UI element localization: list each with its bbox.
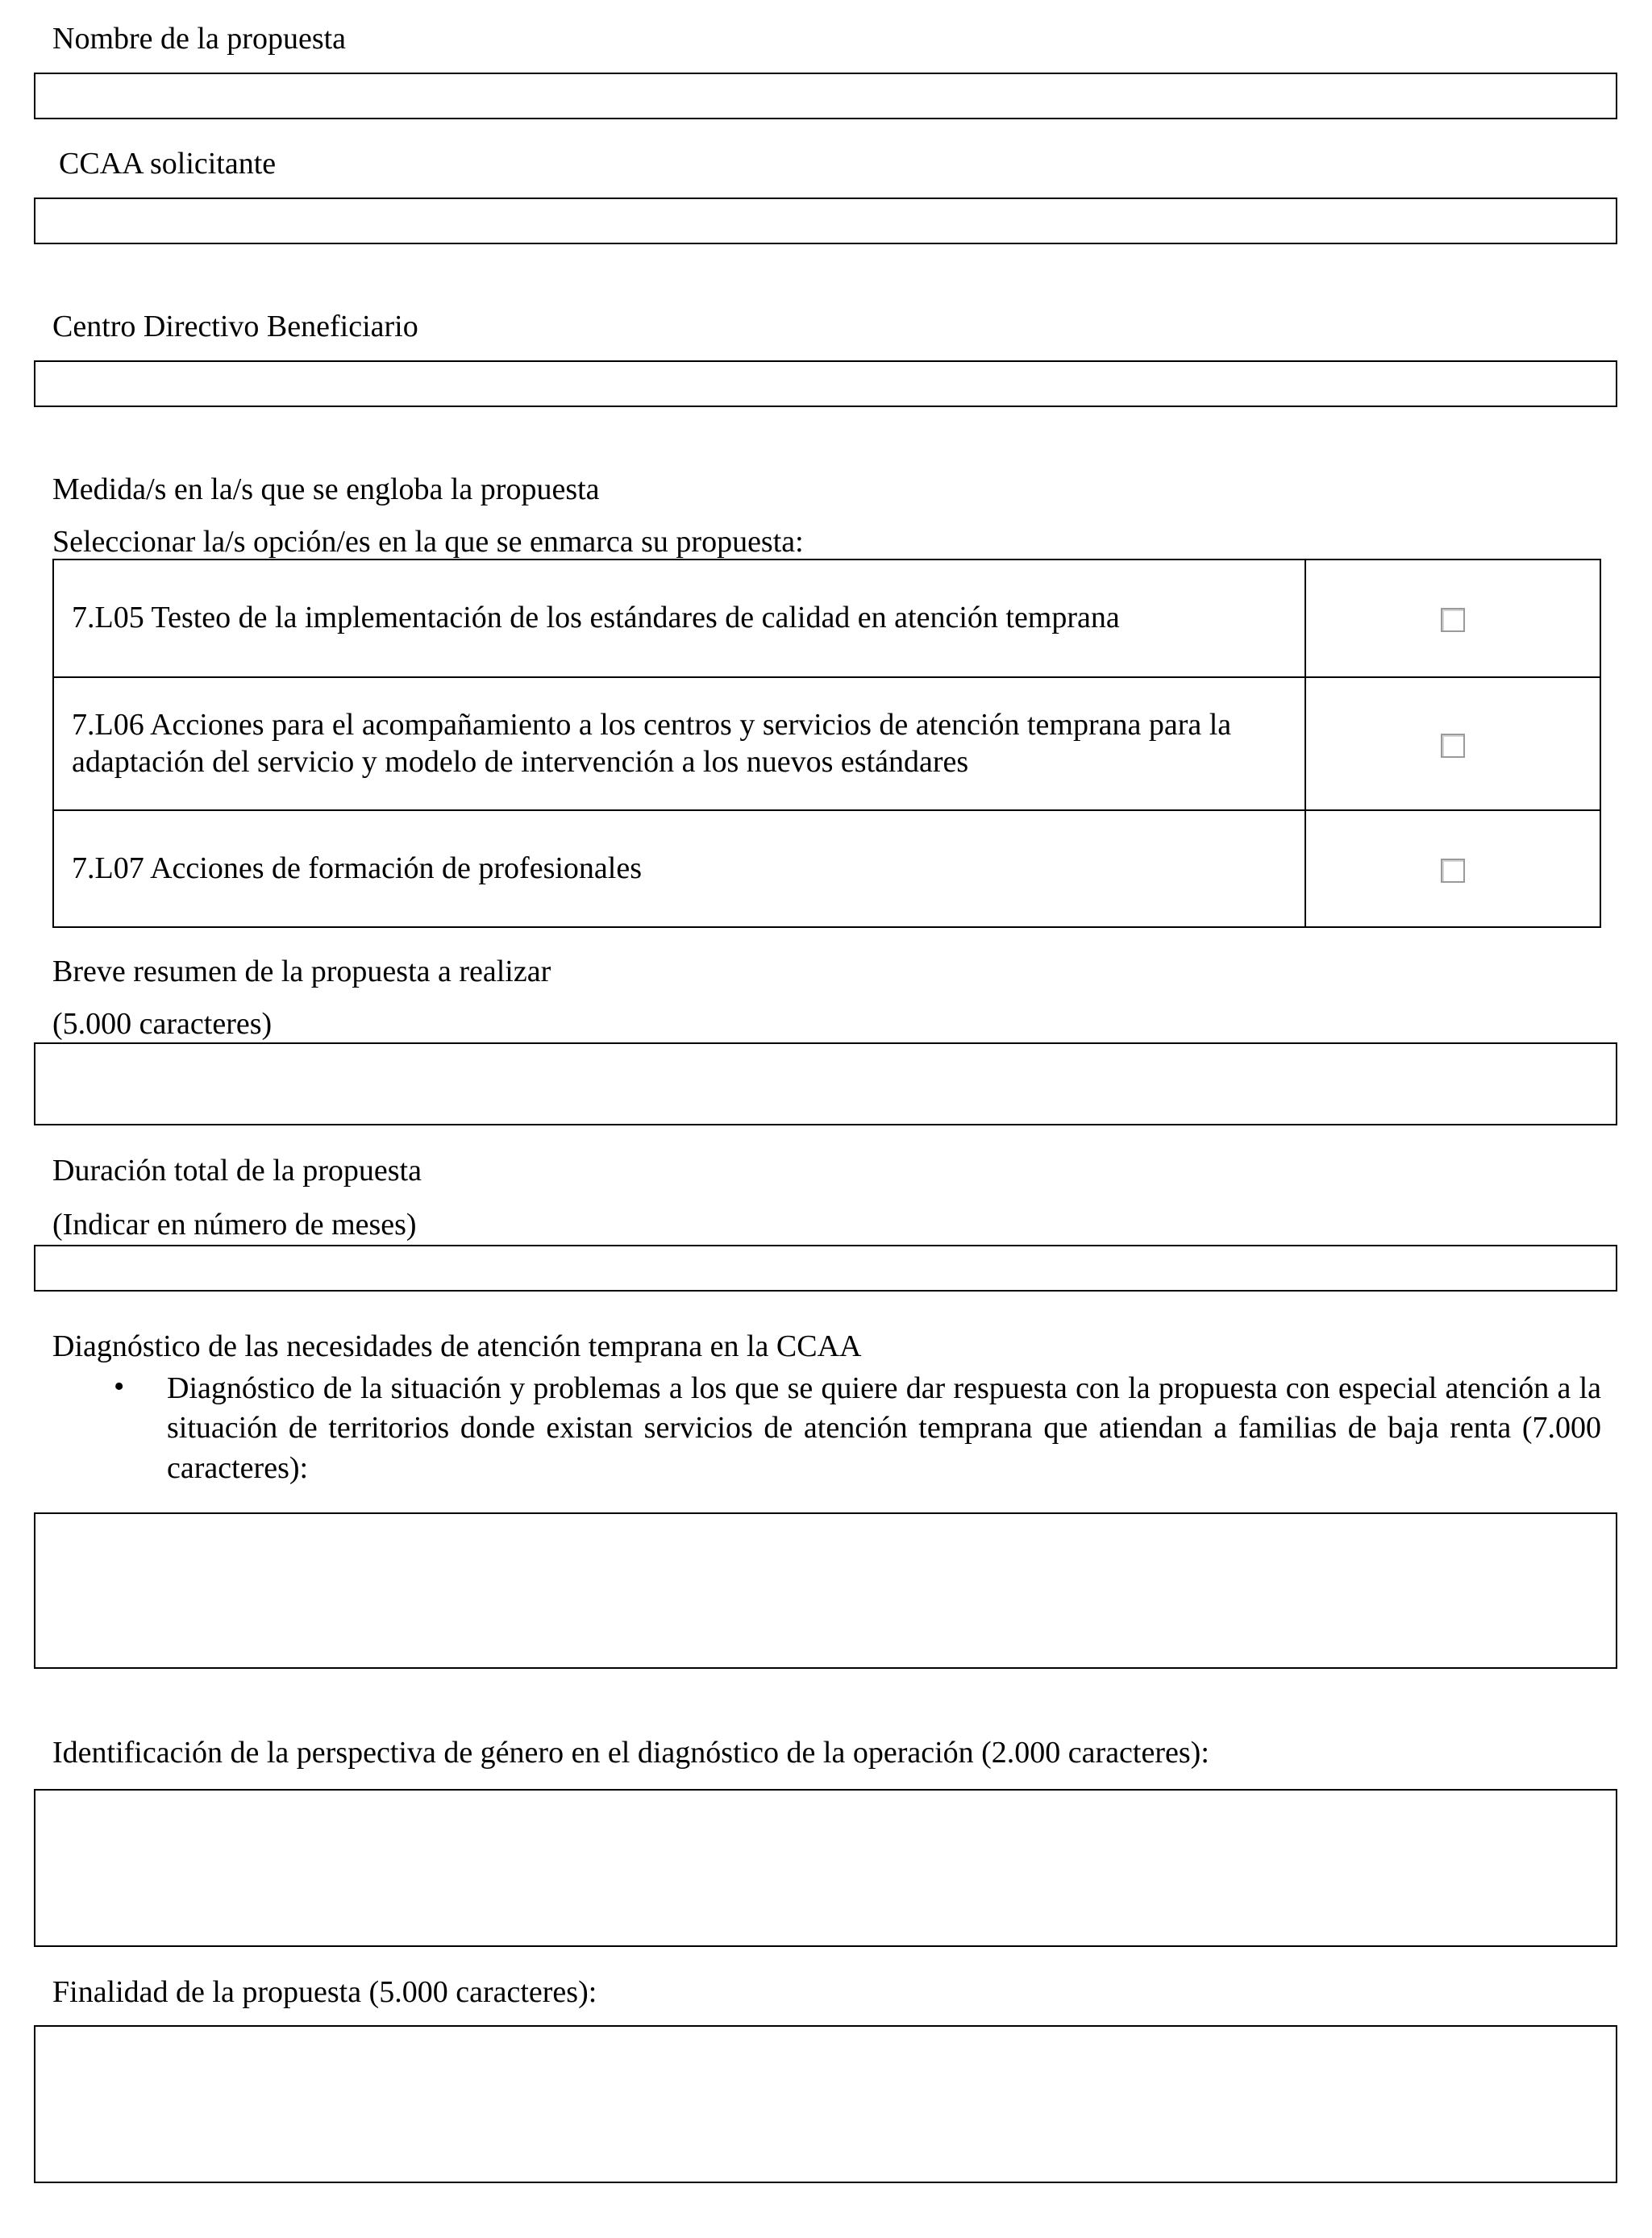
finalidad-field[interactable] (34, 2025, 1617, 2183)
centro-label: Centro Directivo Beneficiario (52, 310, 418, 343)
medida-row-7l05 (53, 560, 1600, 677)
resumen-label: Breve resumen de la propuesta a realizar (52, 955, 551, 988)
duracion-field[interactable] (34, 1245, 1617, 1292)
diagnostico-bullet-text: Diagnóstico de la situación y problemas a los que se quiere dar respuesta con la propuesta con especial atención a la situación de territorios donde existan servicios de atención temprana que atiendan a familias de baja renta (7.000 caracteres): (167, 1371, 1601, 1485)
medida-checkbox-cell-7l05 (1305, 560, 1600, 677)
duracion-label: Duración total de la propuesta (52, 1154, 422, 1188)
medidas-table (52, 559, 1601, 928)
medidas-instruction: Seleccionar la/s opción/es en la que se enmarca su propuesta: (52, 525, 804, 559)
ccaa-label: CCAA solicitante (59, 147, 277, 181)
ccaa-field[interactable] (34, 198, 1617, 244)
checkbox-7l06[interactable] (1441, 734, 1465, 758)
diagnostico-field[interactable] (34, 1512, 1617, 1669)
medida-label-7l07: 7.L07 Acciones de formación de profesionales (53, 810, 1305, 927)
medida-label-7l06: 7.L06 Acciones para el acompañamiento a los centros y servicios de atención temprana para la adaptación del servicio y modelo de intervención a los nuevos estándares (53, 677, 1305, 810)
medida-checkbox-cell-7l07 (1305, 810, 1600, 927)
diagnostico-label: Diagnóstico de las necesidades de atención temprana en la CCAA (52, 1329, 862, 1363)
diagnostico-bullet-item (52, 1369, 1601, 1488)
medida-checkbox-cell-7l06 (1305, 677, 1600, 810)
resumen-field[interactable] (34, 1042, 1617, 1125)
genero-label: Identificación de la perspectiva de género en el diagnóstico de la operación (2.000 caracteres): (52, 1736, 1209, 1770)
nombre-label: Nombre de la propuesta (52, 22, 347, 56)
medidas-title: Medida/s en la/s que se engloba la propuesta (52, 472, 600, 506)
bullet-icon: • (114, 1370, 125, 1404)
checkbox-7l05[interactable] (1441, 608, 1465, 632)
duracion-hint: (Indicar en número de meses) (52, 1208, 417, 1242)
medida-row-7l07 (53, 810, 1600, 927)
nombre-field[interactable] (34, 73, 1617, 119)
medida-row-7l06 (53, 677, 1600, 810)
centro-field[interactable] (34, 360, 1617, 407)
medida-label-7l05: 7.L05 Testeo de la implementación de los estándares de calidad en atención temprana (53, 560, 1305, 677)
checkbox-7l07[interactable] (1441, 859, 1465, 883)
genero-field[interactable] (34, 1789, 1617, 1947)
resumen-hint: (5.000 caracteres) (52, 1007, 273, 1041)
finalidad-label: Finalidad de la propuesta (5.000 caracteres): (52, 1975, 597, 2009)
